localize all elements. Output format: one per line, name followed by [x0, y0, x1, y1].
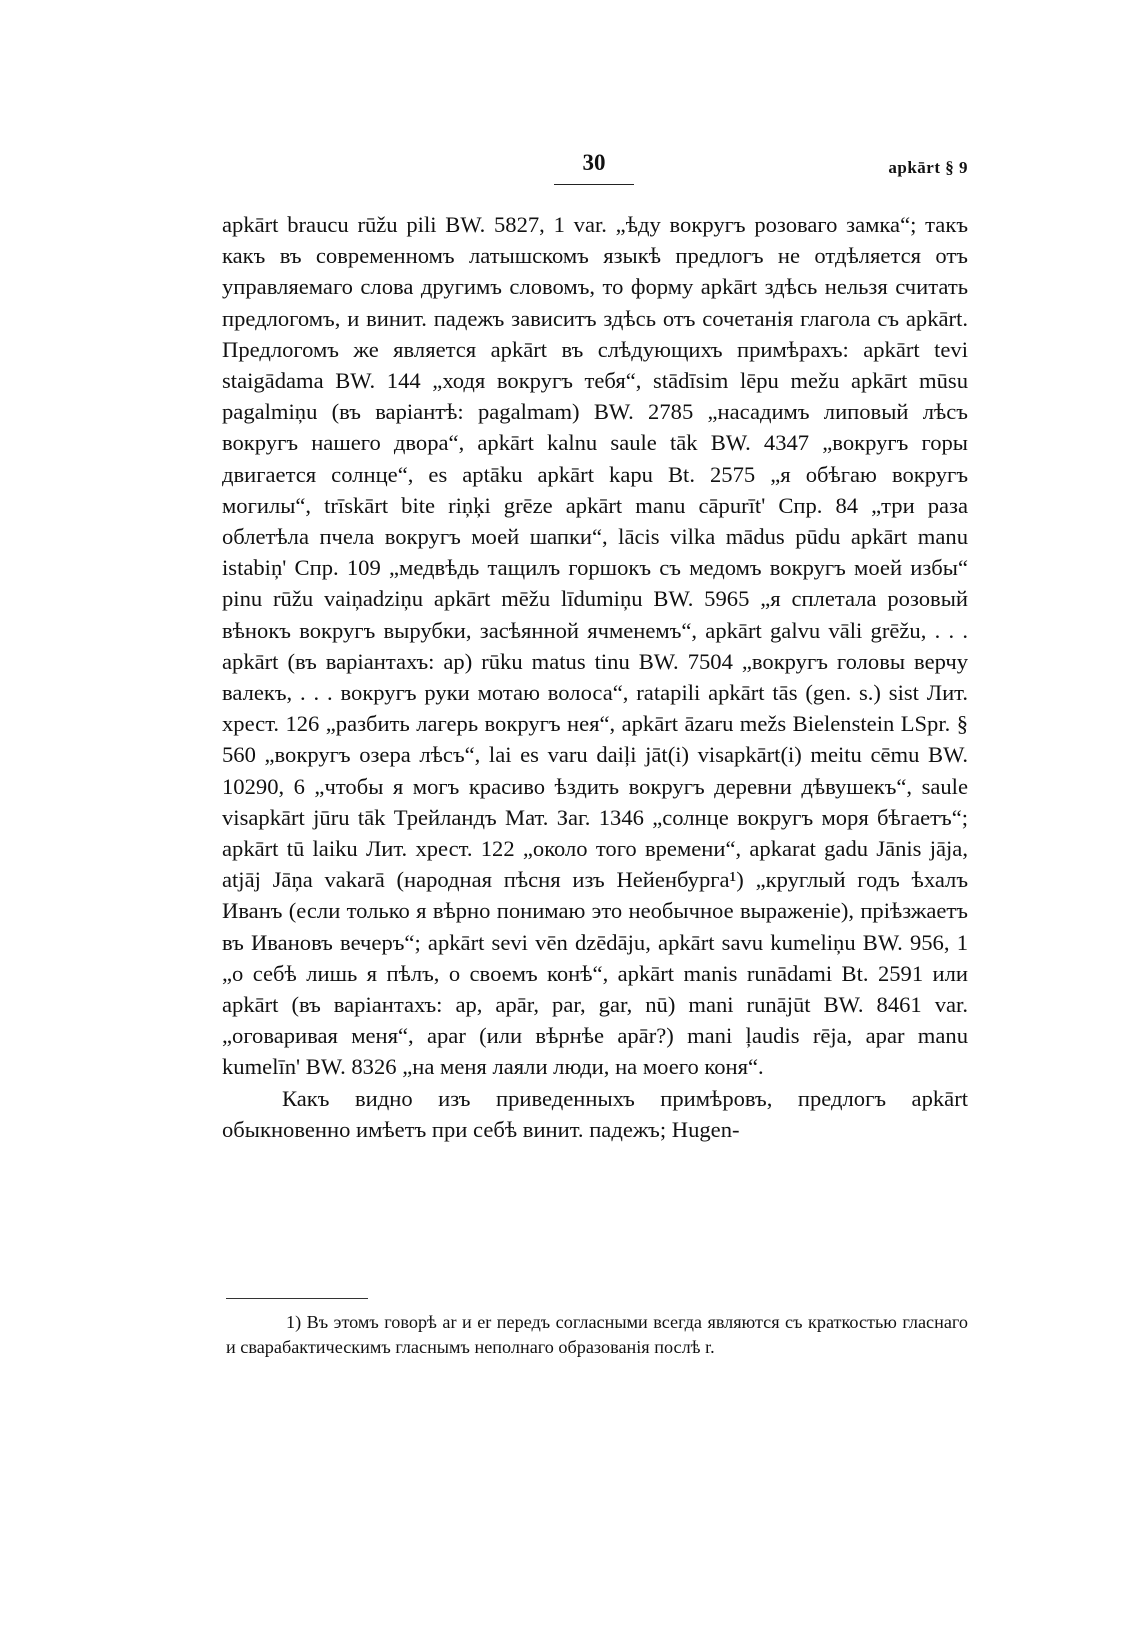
paragraph-2: Какъ видно изъ приведенныхъ примѣровъ, предлогъ apkārt обыкновенно имѣетъ при себѣ винит. падежъ; Hugen-: [222, 1085, 968, 1142]
paragraph-1: apkārt braucu rūžu pili BW. 5827, 1 var. „ѣду вокругъ розоваго замка“; такъ какъ въ современномъ латышскомъ языкѣ предлогъ не отдѣляется отъ управляемаго слова другимъ словомъ, то форму apkārt здѣсь нельзя считать предлогомъ, и винит. падежъ зависитъ здѣсь отъ сочетанія глагола съ apkārt. Предлогомъ же является apkārt въ слѣдующихъ примѣрахъ: apkārt tevi staigādama BW. 144 „ходя вокругъ тебя“, stādīsim lēpu mežu apkārt mūsu pagalmiņu (въ варіантѣ: pagalmam) BW. 2785 „насадимъ липовый лѣсъ вокругъ нашего двора“, apkārt kalnu saule tāk BW. 4347 „вокругъ горы двигается солнце“, es aptāku apkārt kapu Bt. 2575 „я обѣгаю вокругъ могилы“, trīskārt bite riņķi grēze apkārt manu cāpurīt' Спр. 84 „три раза облетѣла пчела вокругъ моей шапки“, lācis vilka mādus pūdu apkārt manu istabiņ' Спр. 109 „медвѣдь тащилъ горшокъ съ медомъ вокругъ моей избы“ pinu rūžu vaiņadziņu apkārt mēžu līdumiņu BW. 5965 „я сплетала розовый вѣнокъ вокругъ вырубки, засѣянной ячменемъ“, apkārt galvu vāli grēžu, . . . apkārt (въ варіантахъ: ap) rūku matus tinu BW. 7504 „вокругъ головы верчу валекъ, . . . вокругъ руки мотаю волоса“, ratapili apkārt tās (gen. s.) sist Лит. хрест. 126 „разбить лагерь вокругъ нея“, apkārt āzaru mežs Bielenstein LSpr. § 560 „вокругъ озера лѣсъ“, lai es varu daiļi jāt(i) visapkārt(i) meitu cēmu BW. 10290, 6 „чтобы я могъ красиво ѣздить вокругъ деревни дѣвушекъ“, saule visapkārt jūru tāk Трейландъ Мат. Заг. 1346 „солнце вокругъ моря бѣгаетъ“; apkārt tū laiku Лит. хрест. 122 „около того времени“, apkarat gadu Jānis jāja, atjāj Jāņa vakarā (народная пѣсня изъ Нейенбурга¹) „круглый годъ ѣхалъ Иванъ (если только я вѣрно понимаю это необычное выраженіе), пріѣзжаетъ въ Ивановъ вечеръ“; apkārt sevi vēn dzēdāju, apkārt savu kumeliņu BW. 956, 1 „о себѣ лишь я пѣлъ, о своемъ конѣ“, apkārt manis runādami Bt. 2591 или apkārt (въ варіантахъ: ap, apār, par, gar, nū) mani runājūt BW. 8461 var. „оговаривая меня“, apar (или вѣрнѣе apār?) mani ļaudis rēja, apar manu kumelīn' BW. 8326 „на меня лаяли люди, на моего коня“.: [222, 212, 968, 1080]
page-number-underline: [554, 184, 634, 185]
page-number: 30: [582, 150, 606, 175]
page-header: [220, 150, 968, 190]
main-text: [222, 209, 968, 1145]
footnote: 1) Въ этомъ говорѣ ar и er передъ согласными всегда являются съ краткостью гласнаго и сварабактическимъ гласнымъ неполнаго образованія послѣ r.: [226, 1312, 968, 1357]
running-head: apkārt § 9: [888, 158, 968, 177]
footnote-separator: [226, 1298, 368, 1299]
